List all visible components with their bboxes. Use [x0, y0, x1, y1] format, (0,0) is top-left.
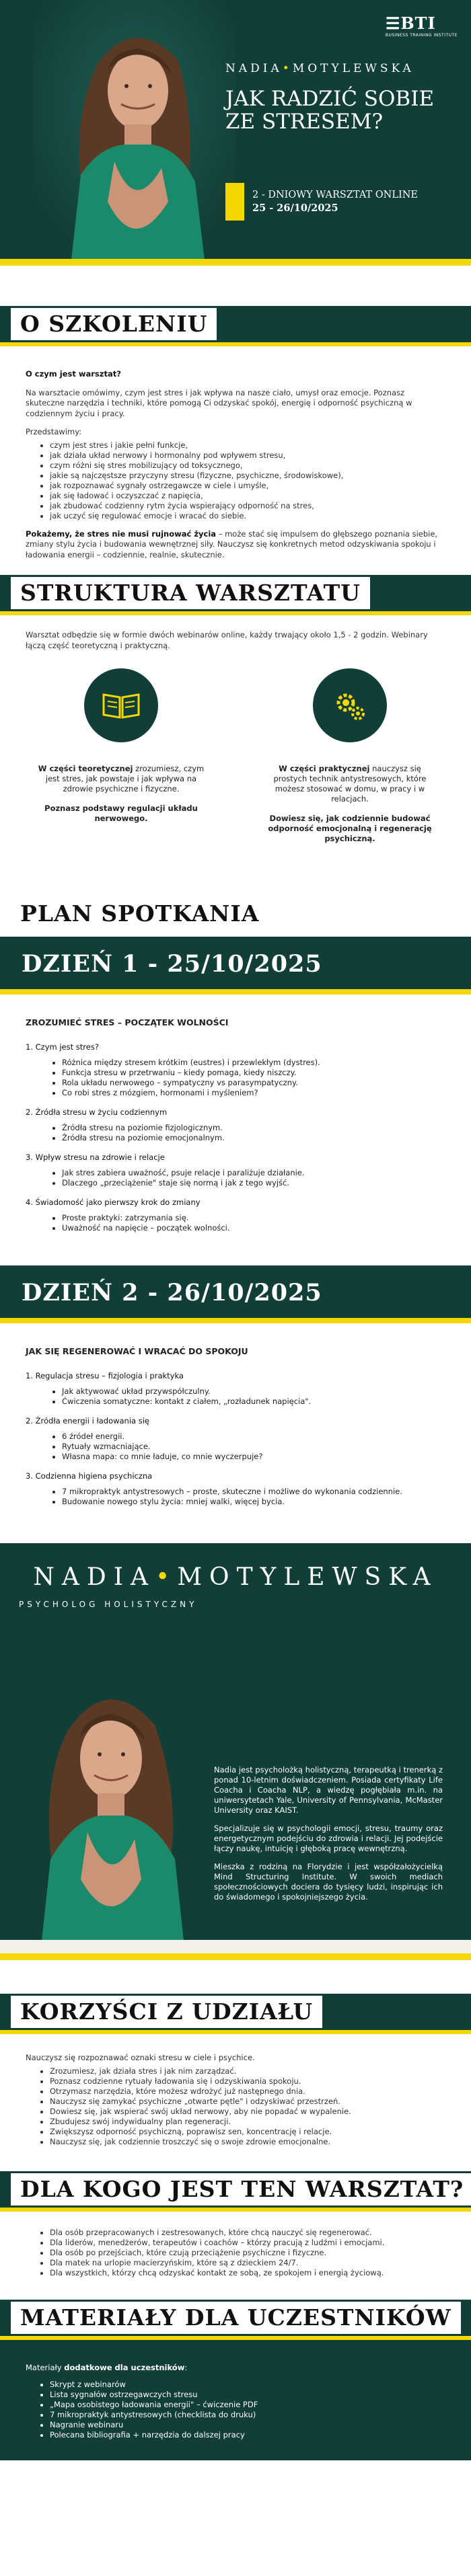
day-2-band: [0, 1265, 471, 1323]
list-item: • Zrozumiesz, jak działa stres i jak nim zarządzać.: [50, 2066, 445, 2076]
structure-columns: [0, 668, 471, 844]
about-list: [26, 440, 445, 521]
section-header-struktura: [0, 575, 471, 611]
accent-bar: [225, 183, 244, 221]
section-header-plan: [0, 898, 471, 930]
list-item: • Dla matek na urlopie macierzyńskim, które są z dzieckiem 24/7.: [50, 2258, 445, 2268]
section-title: KORZYŚCI Z UDZIAŁU: [11, 1996, 322, 2028]
list-item: • Polecana bibliografia + narzędzia do dalszej pracy: [50, 2430, 445, 2440]
list-item: • Nagranie webinaru: [50, 2420, 445, 2430]
theory-column: W części teoretycznej zrozumiesz, czym jest stres, jak powstaje i jak wpływa na zdrowie psychiczne i fizyczne. Poznasz podstawy regulacji układu nerwowego.: [34, 668, 209, 844]
list-item: • Nauczysz się, jak codziennie troszczyć się o swoje zdrowie emocjonalne.: [50, 2137, 445, 2147]
program-item: 1. Regulacja stresu – fizjologia i praktyka • Jak aktywować układ przywspółczulny. • Ćwiczenia somatyczne: kontakt z ciałem, „rozładunek napięcia".: [26, 1371, 445, 1407]
day-2-title: DZIEŃ 2 - 26/10/2025: [22, 1279, 322, 1306]
hero-info: [225, 183, 418, 221]
about-paragraph-2: Przedstawimy:: [26, 427, 82, 436]
day-1-program: [0, 1017, 471, 1233]
program-item: 2. Źródła energii i ładowania się • 6 źródeł energii. • Rytuały wzmacniające. • Własna mapa: co mnie ładuje, co mnie wyczerpuje?: [26, 1416, 445, 1462]
list-item: • jak się ładować i oczyszczać z napięcia,: [50, 491, 445, 501]
practice-column: W części praktycznej nauczysz się prostych technik antystresowych, które możesz stosować w domu, w pracy i w relacjach. Dowiesz się, jak codziennie budować odporność emocjonalną i regenerację psychiczną.: [262, 668, 437, 844]
bio-portrait-photo: [13, 1664, 215, 1953]
materials-section: Materiały dodatkowe dla uczestników: • Skrypt z webinarów • Lista sygnałów ostrzegawczych stresu • „Mapa osobistego ładowania energii" – ćwiczenie PDF • 7 mikropraktyk antystresowych (checklista do druku) • Nagranie webinaru • Polecana bibliografia + narzędzia do dalszej pracy: [0, 2336, 471, 2460]
audience-section: [0, 2228, 471, 2278]
open-book-icon: [84, 668, 158, 742]
day-1-title: DZIEŃ 1 - 25/10/2025: [22, 950, 322, 978]
about-section: [0, 369, 471, 560]
about-paragraph-3: Pokażemy, że stres nie musi rujnować życia – może stać się impulsem do głębszego poznania siebie, zmiany stylu życia i budowania wewnętrznej siły. Nauczysz się konkretnych metod odzyskiwania spokoju i ładowania energii – codziennie, realnie, skutecznie.: [26, 529, 438, 559]
day-2-subtitle: JAK SIĘ REGENEROWAĆ I WRACAĆ DO SPOKOJU: [26, 1346, 248, 1356]
list-item: • Nauczysz się zamykać psychiczne „otwarte pętle" i odzyskiwać przestrzeń.: [50, 2097, 445, 2107]
list-item: • jak działa układ nerwowy i hormonalny pod wpływem stresu,: [50, 451, 445, 461]
yellow-stripe: [0, 259, 471, 266]
program-item: 1. Czym jest stres? • Różnica między stresem krótkim (eustres) i przewlekłym (dystres). • Funkcja stresu w przetrwaniu – kiedy pomaga, kiedy niszczy. • Rola układu nerwowego – sympatyczny vs parasympatyczny. • Co robi stres z mózgiem, hormonami i myśleniem?: [26, 1042, 445, 1098]
bti-logo: ☰BTI BUSINESS TRAINING INSTITUTE: [385, 13, 458, 38]
structure-intro: Warsztat odbędzie się w formie dwóch webinarów online, każdy trwający około 1,5 - 2 godzin. Webinary łączą część teoretyczną i praktyczną.: [26, 630, 428, 650]
list-item: • Otrzymasz narzędzia, które możesz wdrożyć już następnego dnia.: [50, 2086, 445, 2097]
section-title: DLA KOGO JEST TEN WARSZTAT?: [11, 2173, 471, 2206]
trainer-bio: [0, 1543, 471, 1960]
list-item: • 7 mikropraktyk antystresowych (checklista do druku): [50, 2410, 445, 2420]
hero-trainer-name: NADIA•MOTYLEWSKA: [225, 62, 414, 75]
bio-name: NADIA•MOTYLEWSKA: [33, 1563, 438, 1591]
bio-text: Nadia jest psycholożką holistyczną, terapeutką i trenerką z ponad 10-letnim doświadczeniem. Posiada certyfikaty Life Coacha i Coacha NLP, a wiedzę pogłębiała m.in. na uniwersytetach Yale, University of Pennsylvania, McMaster University oraz KAIST. Specjalizuje się w psychologii emocji, stresu, traumy oraz energetycznym podejściu do zdrowia i relacji. Jej podejście łączy naukę, intuicję i głęboką pracę wewnętrzną. Mieszka z rodziną na Florydzie i jest współzałożycielką Mind Structuring Institute. W swoich mediach społecznościowych dociera do tysięcy ludzi, inspirując ich do świadomego i spokojniejszego życia.: [214, 1765, 443, 1902]
list-item: • Zwiększysz odporność psychiczną, poprawisz sen, koncentrację i relacje.: [50, 2127, 445, 2137]
program-item: 3. Wpływ stresu na zdrowie i relacje • Jak stres zabiera uważność, psuje relacje i paraliżuje działanie. • Dlaczego „przeciążenie" staje się normą i jak z tego wyjść.: [26, 1153, 445, 1188]
about-paragraph-1: Na warsztacie omówimy, czym jest stres i jak wpływa na nasze ciało, umysł oraz emocje. Poznasz skuteczne narzędzia i techniki, które pomogą Ci odzyskać spokój, energię i odporność psychiczną w codziennym życiu i pracy.: [26, 387, 412, 418]
format-label: 2 - DNIOWY WARSZTAT ONLINE: [252, 190, 418, 200]
list-item: • jakie są najczęstsze przyczyny stresu (fizyczne, psychiczne, środowiskowe),: [50, 471, 445, 481]
day-1-subtitle: ZROZUMIEĆ STRES – POCZĄTEK WOLNOŚCI: [26, 1017, 229, 1027]
day-1-band: [0, 937, 471, 994]
bio-subtitle: PSYCHOLOG HOLISTYCZNY: [19, 1600, 198, 1609]
date-label: 25 - 26/10/2025: [252, 202, 338, 214]
section-header-materialy: [0, 2300, 471, 2336]
list-item: • „Mapa osobistego ładowania energii" – ćwiczenie PDF: [50, 2400, 445, 2410]
list-item: • Lista sygnałów ostrzegawczych stresu: [50, 2390, 445, 2400]
program-item: 2. Źródła stresu w życiu codziennym • Źródła stresu na poziomie fizjologicznym. • Źródła stresu na poziomie emocjonalnym.: [26, 1107, 445, 1143]
day-2-program: [0, 1346, 471, 1507]
list-item: • Dowiesz się, jak wspierać swój układ nerwowy, aby nie popadać w wypalenie.: [50, 2107, 445, 2117]
hero-banner: [0, 0, 471, 266]
portrait-photo: [34, 0, 236, 266]
section-title: STRUKTURA WARSZTATU: [11, 577, 370, 609]
section-title: PLAN SPOTKANIA: [11, 898, 268, 930]
section-header-korzysci: [0, 1994, 471, 2030]
program-item: 4. Świadomość jako pierwszy krok do zmiany • Proste praktyki: zatrzymania się. • Uważność na napięcie – początek wolności.: [26, 1198, 445, 1233]
section-title: MATERIAŁY DLA UCZESTNIKÓW: [11, 2302, 461, 2334]
list-item: • Dla osób przepracowanych i zestresowanych, które chcą nauczyć się regenerować.: [50, 2228, 445, 2238]
about-question: O czym jest warsztat?: [26, 369, 121, 379]
list-item: • jak rozpoznawać sygnały ostrzegawcze w ciele i umyśle,: [50, 481, 445, 491]
section-title: O SZKOLENIU: [11, 308, 217, 340]
benefits-section: Nauczysz się rozpoznawać oznaki stresu w ciele i psychice. • Zrozumiesz, jak działa stres i jak nim zarządzać. • Poznasz codzienne rytuały ładowania się i odzyskiwania spokoju. • Otrzymasz narzędzia, które możesz wdrożyć już następnego dnia. • Nauczysz się zamykać psychiczne „otwarte pętle" i odzyskiwać przestrzeń. • Dowiesz się, jak wspierać swój układ nerwowy, aby nie popadać w wypalenie. • Zbudujesz swój indywidualny plan regeneracji. • Zwiększysz odporność psychiczną, poprawisz sen, koncentrację i relacje. • Nauczysz się, jak codziennie troszczyć się o swoje zdrowie emocjonalne.: [0, 2053, 471, 2147]
list-item: • jak uczyć się regulować emocje i wracać do siebie.: [50, 511, 445, 521]
list-item: • Skrypt z webinarów: [50, 2380, 445, 2390]
list-item: • czym jest stres i jakie pełni funkcje,: [50, 440, 445, 451]
section-header-o-szkoleniu: [0, 306, 471, 342]
list-item: • Dla osób po przejściach, które czują przeciążenie psychiczne i fizyczne.: [50, 2248, 445, 2258]
hero-title: JAK RADZIĆ SOBIE ZE STRESEM?: [225, 87, 435, 134]
list-item: • czym różni się stres mobilizujący od toksycznego,: [50, 461, 445, 471]
list-item: • Dla liderów, menedżerów, terapeutów i coachów – którzy pracują z ludźmi i emocjami.: [50, 2238, 445, 2248]
list-item: • jak zbudować codzienny rytm życia wspierający odporność na stres,: [50, 501, 445, 511]
program-item: 3. Codzienna higiena psychiczna • 7 mikropraktyk antystresowych – proste, skuteczne i możliwe do wykonania codziennie. • Budowanie nowego stylu życia: mniej walki, więcej bycia.: [26, 1471, 445, 1507]
list-item: • Poznasz codzienne rytuały ładowania się i odzyskiwania spokoju.: [50, 2076, 445, 2086]
list-item: • Zbudujesz swój indywidualny plan regeneracji.: [50, 2117, 445, 2127]
gears-icon: [313, 668, 387, 742]
yellow-stripe: [0, 1953, 471, 1960]
list-item: • Dla wszystkich, którzy chcą odzyskać kontakt ze sobą, ze spokojem i energią życiową.: [50, 2268, 445, 2278]
section-header-dla-kogo: [0, 2171, 471, 2208]
